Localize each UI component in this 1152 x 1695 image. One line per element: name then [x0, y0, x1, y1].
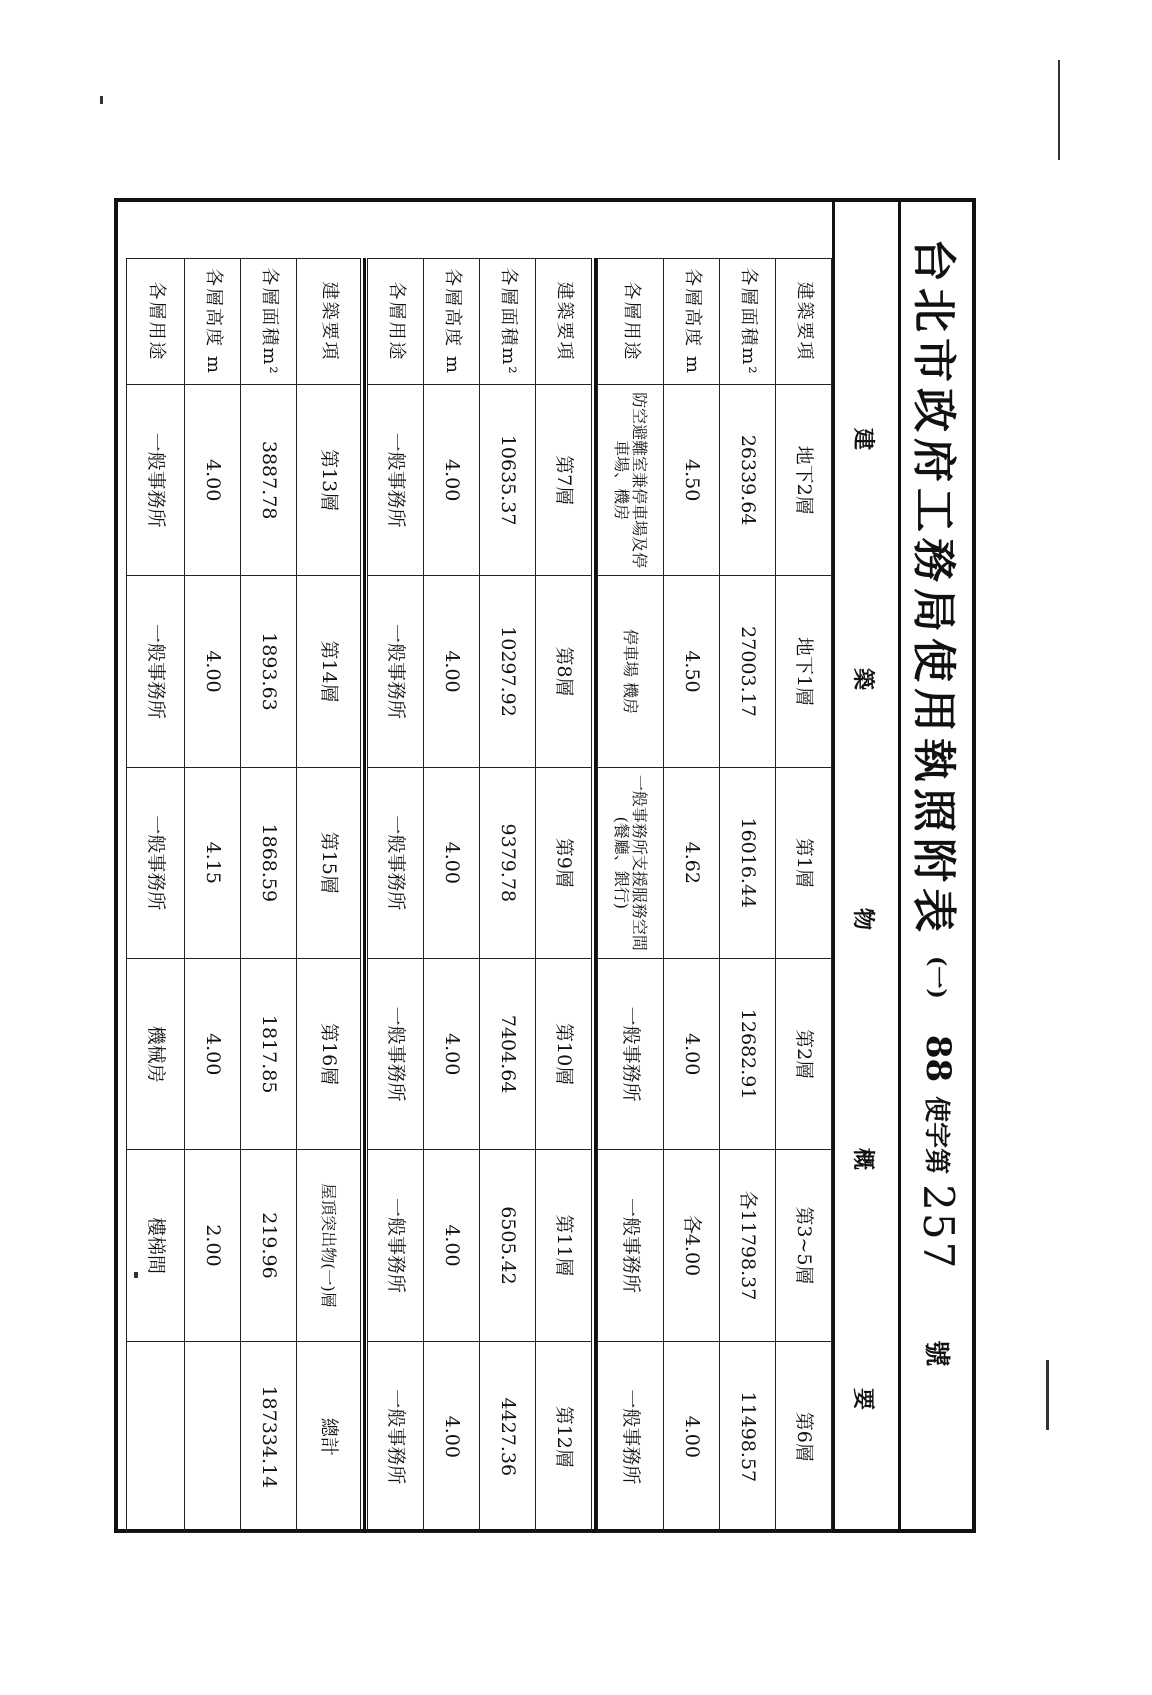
table-row	[720, 259, 776, 1533]
cell-use: 機械房	[127, 958, 185, 1149]
cell-use: 一般事務所	[368, 1150, 424, 1341]
cell-item: 第16層	[297, 958, 361, 1149]
cell-height: 4.00	[185, 958, 241, 1149]
cell-use: 一般事務所	[127, 767, 185, 958]
table-row	[664, 259, 720, 1533]
cell-area: 1817.85	[241, 958, 297, 1149]
block-separator	[363, 258, 366, 1533]
document-title: 台北市政府工務局使用執照附表	[908, 238, 960, 938]
cell-area: 各11798.37	[720, 1150, 776, 1341]
table-row	[185, 259, 241, 1533]
cell-item: 第9層	[536, 767, 592, 958]
cell-height: 4.62	[664, 767, 720, 958]
row-header-height: 各層高度 m	[185, 259, 241, 385]
table-row	[241, 259, 297, 1533]
permit-char: 使字第	[921, 1096, 951, 1175]
cell-area: 27003.17	[720, 576, 776, 767]
title-band	[898, 198, 976, 1533]
row-header-area: 各層面積m²	[480, 259, 536, 385]
table-row	[368, 259, 424, 1533]
row-header-use: 各層用途	[598, 259, 664, 385]
cell-height: 4.50	[664, 576, 720, 767]
cell-use: 一般事務所	[598, 958, 664, 1149]
cell-area: 4427.36	[480, 1341, 536, 1532]
cell-use: 一般事務所	[368, 385, 424, 576]
scan-mark	[134, 1272, 138, 1278]
cell-height: 2.00	[185, 1150, 241, 1341]
side-label-char: 建	[850, 428, 876, 451]
table-row	[776, 259, 832, 1533]
cell-item: 第1層	[776, 767, 832, 958]
row-header-height: 各層高度 m	[664, 259, 720, 385]
row-header-area: 各層面積m²	[720, 259, 776, 385]
cell-height: 4.00	[424, 1341, 480, 1532]
cell-height: 4.00	[664, 958, 720, 1149]
cell-use: 一般事務所	[368, 1341, 424, 1532]
cell-area: 16016.44	[720, 767, 776, 958]
cell-area: 10635.37	[480, 385, 536, 576]
cell-height: 4.15	[185, 767, 241, 958]
cell-height: 4.00	[424, 767, 480, 958]
cell-item: 第14層	[297, 576, 361, 767]
floor-table-block-3	[126, 258, 361, 1533]
table-row	[598, 259, 664, 1533]
table-row	[127, 259, 185, 1533]
sequence-mark: (一)	[924, 956, 950, 999]
cell-item: 地下1層	[776, 576, 832, 767]
cell-use: 一般事務所	[368, 576, 424, 767]
cell-area: 1893.63	[241, 576, 297, 767]
cell-use: 防空避難室兼停車場及停車場、機房	[598, 385, 664, 576]
building-summary-label	[832, 198, 898, 1533]
permit-serial: 257	[914, 1184, 963, 1271]
cell-item: 第6層	[776, 1341, 832, 1532]
table-row	[536, 259, 592, 1533]
row-header-use: 各層用途	[127, 259, 185, 385]
cell-area: 9379.78	[480, 767, 536, 958]
cell-area: 26339.64	[720, 385, 776, 576]
cell-item: 總計	[297, 1341, 361, 1532]
cell-use: 一般事務所	[598, 1341, 664, 1532]
row-header-item: 建築要項	[297, 259, 361, 385]
cell-height	[185, 1341, 241, 1532]
cell-height: 4.00	[424, 385, 480, 576]
side-label-char: 物	[850, 908, 876, 931]
cell-height: 4.00	[185, 576, 241, 767]
cell-item: 第11層	[536, 1150, 592, 1341]
cell-area: 187334.14	[241, 1341, 297, 1532]
cell-height: 4.50	[664, 385, 720, 576]
block-separator	[594, 258, 597, 1533]
permit-year: 88	[918, 1034, 959, 1083]
cell-area: 12682.91	[720, 958, 776, 1149]
row-header-use: 各層用途	[368, 259, 424, 385]
floor-table-block-1	[597, 258, 832, 1533]
cell-height: 4.00	[424, 576, 480, 767]
cell-height: 4.00	[185, 385, 241, 576]
cell-use: 一般事務所	[368, 958, 424, 1149]
cell-use	[127, 1341, 185, 1532]
cell-item: 第7層	[536, 385, 592, 576]
row-header-height: 各層高度 m	[424, 259, 480, 385]
cell-use: 樓梯間	[127, 1150, 185, 1341]
cell-item: 第2層	[776, 958, 832, 1149]
side-label-char: 概	[850, 1148, 876, 1171]
cell-item: 第10層	[536, 958, 592, 1149]
cell-area: 6505.42	[480, 1150, 536, 1341]
cell-height: 4.00	[424, 1150, 480, 1341]
cell-height: 4.00	[424, 958, 480, 1149]
cell-item: 第13層	[297, 385, 361, 576]
scan-mark	[1058, 60, 1060, 160]
cell-use: 一般事務所支援服務空間(餐廳、銀行)	[598, 767, 664, 958]
cell-area: 1868.59	[241, 767, 297, 958]
row-header-area: 各層面積m²	[241, 259, 297, 385]
side-label-char: 要	[850, 1388, 876, 1411]
permit-suffix: 號	[921, 1340, 951, 1367]
side-label-char: 築	[850, 668, 876, 691]
cell-item: 屋頂突出物(一)層	[297, 1150, 361, 1341]
cell-item: 地下2層	[776, 385, 832, 576]
cell-area: 11498.57	[720, 1341, 776, 1532]
cell-item: 第3~5層	[776, 1150, 832, 1341]
cell-area: 3887.78	[241, 385, 297, 576]
scan-mark	[1046, 1360, 1049, 1430]
cell-height: 4.00	[664, 1341, 720, 1532]
cell-use: 一般事務所	[127, 385, 185, 576]
cell-area: 10297.92	[480, 576, 536, 767]
cell-use: 停車場 機房	[598, 576, 664, 767]
cell-item: 第12層	[536, 1341, 592, 1532]
cell-height: 各4.00	[664, 1150, 720, 1341]
floor-table-block-2	[367, 258, 592, 1533]
cell-use: 一般事務所	[127, 576, 185, 767]
permit-number	[914, 956, 963, 1366]
table-row	[424, 259, 480, 1533]
table-row	[480, 259, 536, 1533]
scan-mark	[100, 96, 103, 104]
cell-use: 一般事務所	[368, 767, 424, 958]
cell-use: 一般事務所	[598, 1150, 664, 1341]
cell-area: 7404.64	[480, 958, 536, 1149]
cell-item: 第8層	[536, 576, 592, 767]
cell-item: 第15層	[297, 767, 361, 958]
table-row	[297, 259, 361, 1533]
cell-area: 219.96	[241, 1150, 297, 1341]
row-header-item: 建築要項	[536, 259, 592, 385]
row-header-item: 建築要項	[776, 259, 832, 385]
